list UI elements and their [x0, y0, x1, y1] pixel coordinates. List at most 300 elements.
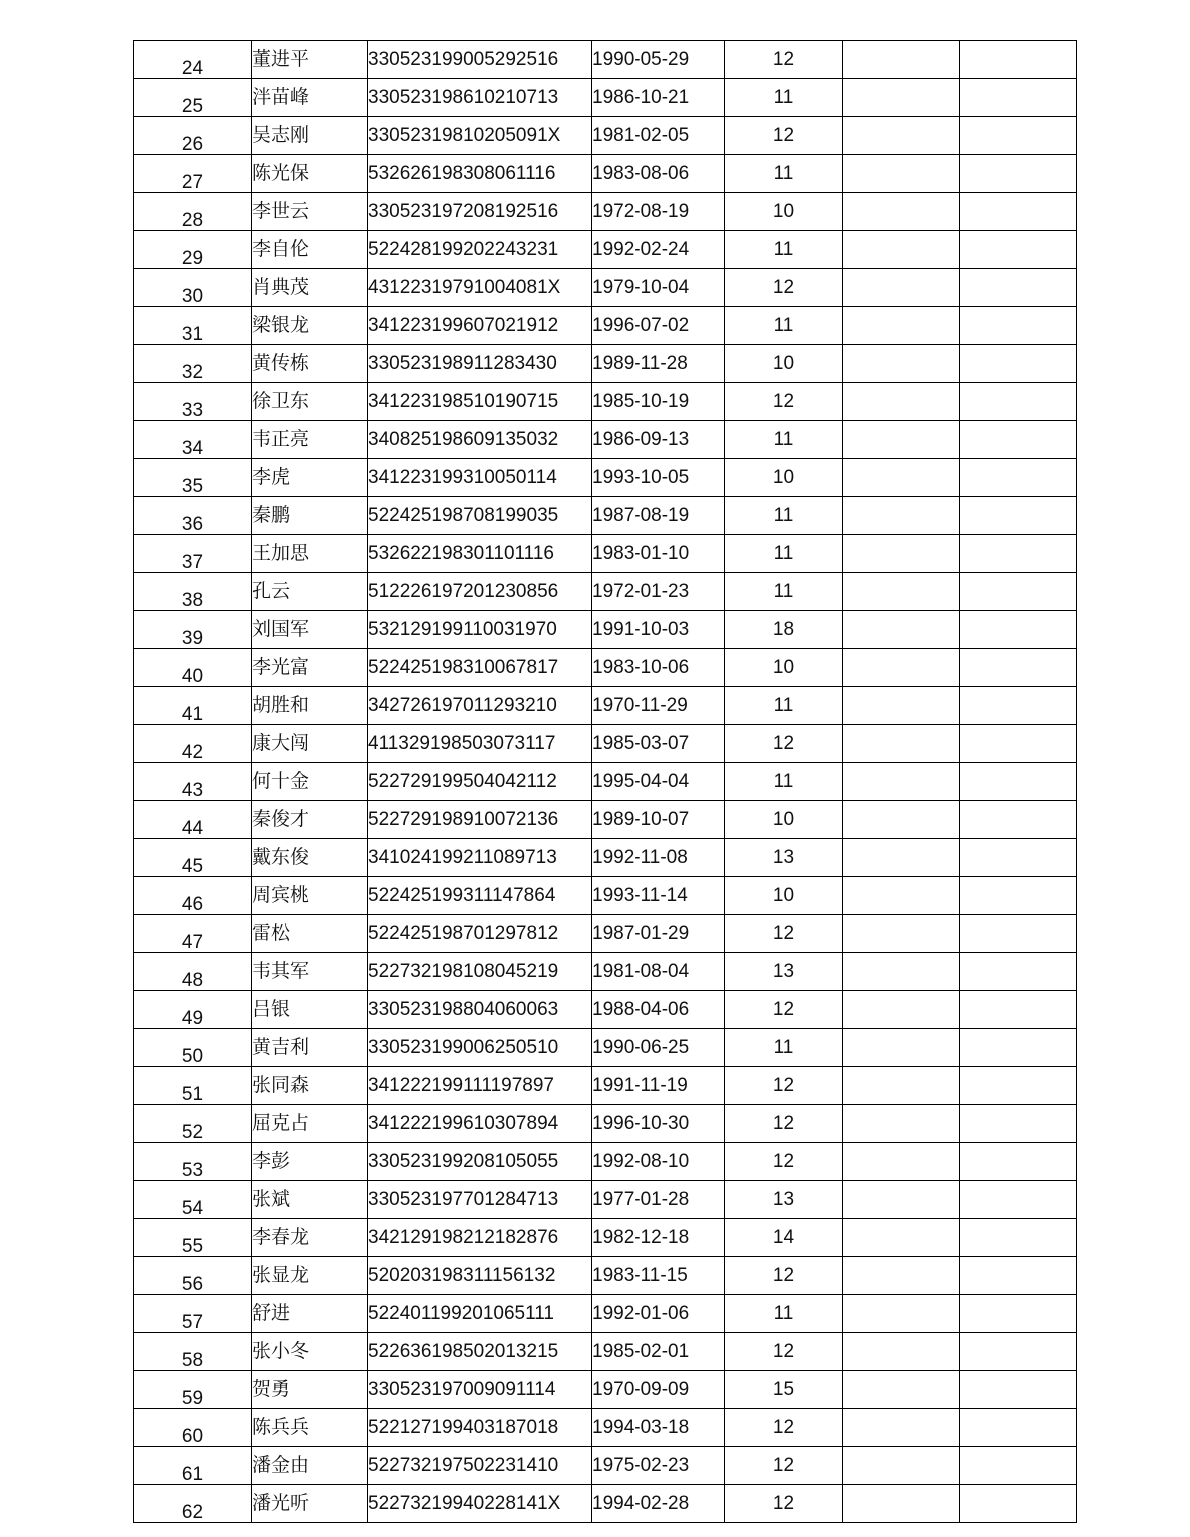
birth-date-cell: 1989-10-07 [592, 801, 725, 839]
table-row [134, 1029, 1077, 1067]
person-name-cell: 李光富 [252, 649, 368, 687]
person-name-cell: 黄传栋 [252, 345, 368, 383]
count-value-cell: 12 [725, 725, 843, 763]
row-number-cell: 25 [134, 79, 252, 117]
birth-date-cell: 1993-11-14 [592, 877, 725, 915]
count-value-cell: 10 [725, 877, 843, 915]
table-row [134, 193, 1077, 231]
row-number-cell: 50 [134, 1029, 252, 1067]
row-number-cell: 54 [134, 1181, 252, 1219]
row-number-cell: 31 [134, 307, 252, 345]
table-row [134, 915, 1077, 953]
table-row [134, 1447, 1077, 1485]
empty-cell [843, 1181, 960, 1219]
id-number-cell: 522732198108045219 [368, 953, 592, 991]
table-row [134, 573, 1077, 611]
person-name-cell: 吕银 [252, 991, 368, 1029]
id-number-cell: 532622198301101116 [368, 535, 592, 573]
person-name-cell: 张同森 [252, 1067, 368, 1105]
person-name-cell: 李彭 [252, 1143, 368, 1181]
empty-cell [843, 1409, 960, 1447]
id-number-cell: 522425199311147864 [368, 877, 592, 915]
table-row [134, 41, 1077, 79]
id-number-cell: 522732197502231410 [368, 1447, 592, 1485]
id-number-cell: 522428199202243231 [368, 231, 592, 269]
birth-date-cell: 1996-07-02 [592, 307, 725, 345]
row-number-cell: 46 [134, 877, 252, 915]
empty-cell [843, 649, 960, 687]
empty-cell [960, 383, 1077, 421]
person-name-cell: 秦鹏 [252, 497, 368, 535]
table-row [134, 1105, 1077, 1143]
empty-cell [960, 1105, 1077, 1143]
table-row [134, 801, 1077, 839]
id-number-cell: 330523197009091114 [368, 1371, 592, 1409]
birth-date-cell: 1970-09-09 [592, 1371, 725, 1409]
empty-cell [843, 1029, 960, 1067]
birth-date-cell: 1986-09-13 [592, 421, 725, 459]
id-number-cell: 520203198311156132 [368, 1257, 592, 1295]
id-number-cell: 341024199211089713 [368, 839, 592, 877]
empty-cell [843, 535, 960, 573]
id-number-cell: 341223198510190715 [368, 383, 592, 421]
row-number-cell: 33 [134, 383, 252, 421]
birth-date-cell: 1983-08-06 [592, 155, 725, 193]
empty-cell [843, 877, 960, 915]
count-value-cell: 11 [725, 307, 843, 345]
table-row [134, 459, 1077, 497]
empty-cell [960, 877, 1077, 915]
row-number-cell: 34 [134, 421, 252, 459]
empty-cell [843, 1105, 960, 1143]
empty-cell [960, 421, 1077, 459]
table-row [134, 1143, 1077, 1181]
count-value-cell: 15 [725, 1371, 843, 1409]
count-value-cell: 11 [725, 421, 843, 459]
empty-cell [843, 573, 960, 611]
birth-date-cell: 1983-11-15 [592, 1257, 725, 1295]
birth-date-cell: 1987-08-19 [592, 497, 725, 535]
table-row [134, 649, 1077, 687]
birth-date-cell: 1979-10-04 [592, 269, 725, 307]
empty-cell [960, 611, 1077, 649]
birth-date-cell: 1992-11-08 [592, 839, 725, 877]
empty-cell [960, 79, 1077, 117]
count-value-cell: 12 [725, 991, 843, 1029]
person-name-cell: 徐卫东 [252, 383, 368, 421]
person-name-cell: 贺勇 [252, 1371, 368, 1409]
empty-cell [960, 1447, 1077, 1485]
row-number-cell: 24 [134, 41, 252, 79]
birth-date-cell: 1991-10-03 [592, 611, 725, 649]
count-value-cell: 11 [725, 155, 843, 193]
empty-cell [843, 421, 960, 459]
birth-date-cell: 1990-05-29 [592, 41, 725, 79]
empty-cell [843, 687, 960, 725]
birth-date-cell: 1983-10-06 [592, 649, 725, 687]
row-number-cell: 52 [134, 1105, 252, 1143]
row-number-cell: 61 [134, 1447, 252, 1485]
row-number-cell: 39 [134, 611, 252, 649]
id-number-cell: 43122319791004081X [368, 269, 592, 307]
empty-cell [960, 1409, 1077, 1447]
row-number-cell: 56 [134, 1257, 252, 1295]
empty-cell [960, 649, 1077, 687]
row-number-cell: 27 [134, 155, 252, 193]
empty-cell [960, 1219, 1077, 1257]
person-name-cell: 王加思 [252, 535, 368, 573]
id-number-cell: 341223199607021912 [368, 307, 592, 345]
empty-cell [960, 915, 1077, 953]
table-row [134, 877, 1077, 915]
table-row [134, 1371, 1077, 1409]
count-value-cell: 11 [725, 79, 843, 117]
row-number-cell: 29 [134, 231, 252, 269]
person-name-cell: 刘国军 [252, 611, 368, 649]
empty-cell [843, 345, 960, 383]
count-value-cell: 12 [725, 1333, 843, 1371]
person-name-cell: 韦其军 [252, 953, 368, 991]
row-number-cell: 59 [134, 1371, 252, 1409]
person-name-cell: 张斌 [252, 1181, 368, 1219]
empty-cell [960, 231, 1077, 269]
empty-cell [843, 839, 960, 877]
birth-date-cell: 1981-08-04 [592, 953, 725, 991]
id-number-cell: 522729199504042112 [368, 763, 592, 801]
table-row [134, 307, 1077, 345]
row-number-cell: 26 [134, 117, 252, 155]
empty-cell [960, 535, 1077, 573]
row-number-cell: 30 [134, 269, 252, 307]
birth-date-cell: 1994-03-18 [592, 1409, 725, 1447]
id-number-cell: 52273219940228141X [368, 1485, 592, 1523]
person-name-cell: 李春龙 [252, 1219, 368, 1257]
table-row [134, 991, 1077, 1029]
empty-cell [960, 1067, 1077, 1105]
empty-cell [843, 231, 960, 269]
empty-cell [960, 497, 1077, 535]
empty-cell [843, 915, 960, 953]
table-row [134, 345, 1077, 383]
empty-cell [960, 763, 1077, 801]
person-name-cell: 雷松 [252, 915, 368, 953]
empty-cell [843, 459, 960, 497]
person-name-cell: 张显龙 [252, 1257, 368, 1295]
table-row [134, 117, 1077, 155]
count-value-cell: 12 [725, 383, 843, 421]
row-number-cell: 44 [134, 801, 252, 839]
row-number-cell: 58 [134, 1333, 252, 1371]
row-number-cell: 55 [134, 1219, 252, 1257]
id-number-cell: 330523199005292516 [368, 41, 592, 79]
person-name-cell: 何十金 [252, 763, 368, 801]
table-row [134, 1485, 1077, 1523]
row-number-cell: 40 [134, 649, 252, 687]
empty-cell [960, 687, 1077, 725]
count-value-cell: 12 [725, 1067, 843, 1105]
birth-date-cell: 1990-06-25 [592, 1029, 725, 1067]
empty-cell [843, 1295, 960, 1333]
table-row [134, 839, 1077, 877]
row-number-cell: 57 [134, 1295, 252, 1333]
table-row [134, 79, 1077, 117]
birth-date-cell: 1982-12-18 [592, 1219, 725, 1257]
person-name-cell: 吴志刚 [252, 117, 368, 155]
id-number-cell: 330523197701284713 [368, 1181, 592, 1219]
row-number-cell: 38 [134, 573, 252, 611]
table-row [134, 763, 1077, 801]
empty-cell [843, 497, 960, 535]
birth-date-cell: 1988-04-06 [592, 991, 725, 1029]
empty-cell [843, 1257, 960, 1295]
table-row [134, 1181, 1077, 1219]
count-value-cell: 11 [725, 231, 843, 269]
birth-date-cell: 1972-08-19 [592, 193, 725, 231]
count-value-cell: 12 [725, 1485, 843, 1523]
row-number-cell: 60 [134, 1409, 252, 1447]
count-value-cell: 11 [725, 535, 843, 573]
empty-cell [960, 155, 1077, 193]
birth-date-cell: 1986-10-21 [592, 79, 725, 117]
birth-date-cell: 1970-11-29 [592, 687, 725, 725]
row-number-cell: 62 [134, 1485, 252, 1523]
empty-cell [960, 1485, 1077, 1523]
row-number-cell: 51 [134, 1067, 252, 1105]
id-number-cell: 411329198503073117 [368, 725, 592, 763]
roster-table [133, 40, 1077, 1523]
person-name-cell: 黄吉利 [252, 1029, 368, 1067]
birth-date-cell: 1985-02-01 [592, 1333, 725, 1371]
person-name-cell: 康大闯 [252, 725, 368, 763]
id-number-cell: 340825198609135032 [368, 421, 592, 459]
birth-date-cell: 1992-01-06 [592, 1295, 725, 1333]
count-value-cell: 10 [725, 801, 843, 839]
table-row [134, 535, 1077, 573]
count-value-cell: 11 [725, 763, 843, 801]
person-name-cell: 张小冬 [252, 1333, 368, 1371]
count-value-cell: 12 [725, 1143, 843, 1181]
id-number-cell: 522636198502013215 [368, 1333, 592, 1371]
count-value-cell: 12 [725, 915, 843, 953]
count-value-cell: 11 [725, 573, 843, 611]
table-row [134, 687, 1077, 725]
row-number-cell: 45 [134, 839, 252, 877]
id-number-cell: 341222199111197897 [368, 1067, 592, 1105]
id-number-cell: 330523197208192516 [368, 193, 592, 231]
id-number-cell: 330523199208105055 [368, 1143, 592, 1181]
empty-cell [843, 801, 960, 839]
person-name-cell: 孔云 [252, 573, 368, 611]
empty-cell [843, 193, 960, 231]
row-number-cell: 49 [134, 991, 252, 1029]
empty-cell [843, 725, 960, 763]
empty-cell [843, 307, 960, 345]
empty-cell [843, 1485, 960, 1523]
birth-date-cell: 1989-11-28 [592, 345, 725, 383]
count-value-cell: 13 [725, 953, 843, 991]
id-number-cell: 532129199110031970 [368, 611, 592, 649]
id-number-cell: 522425198310067817 [368, 649, 592, 687]
id-number-cell: 341222199610307894 [368, 1105, 592, 1143]
person-name-cell: 陈兵兵 [252, 1409, 368, 1447]
row-number-cell: 48 [134, 953, 252, 991]
person-name-cell: 戴东俊 [252, 839, 368, 877]
empty-cell [843, 763, 960, 801]
empty-cell [960, 1333, 1077, 1371]
person-name-cell: 周宾桃 [252, 877, 368, 915]
birth-date-cell: 1992-02-24 [592, 231, 725, 269]
count-value-cell: 11 [725, 1295, 843, 1333]
empty-cell [960, 953, 1077, 991]
empty-cell [960, 41, 1077, 79]
person-name-cell: 胡胜和 [252, 687, 368, 725]
id-number-cell: 342129198212182876 [368, 1219, 592, 1257]
person-name-cell: 泮苗峰 [252, 79, 368, 117]
person-name-cell: 陈光保 [252, 155, 368, 193]
id-number-cell: 522127199403187018 [368, 1409, 592, 1447]
table-row [134, 1219, 1077, 1257]
empty-cell [843, 1067, 960, 1105]
table-row [134, 953, 1077, 991]
birth-date-cell: 1985-03-07 [592, 725, 725, 763]
count-value-cell: 18 [725, 611, 843, 649]
empty-cell [843, 1219, 960, 1257]
row-number-cell: 37 [134, 535, 252, 573]
empty-cell [960, 1257, 1077, 1295]
id-number-cell: 33052319810205091X [368, 117, 592, 155]
empty-cell [843, 269, 960, 307]
empty-cell [960, 839, 1077, 877]
table-row [134, 1409, 1077, 1447]
person-name-cell: 秦俊才 [252, 801, 368, 839]
empty-cell [843, 1333, 960, 1371]
empty-cell [960, 1029, 1077, 1067]
empty-cell [960, 991, 1077, 1029]
person-name-cell: 潘金由 [252, 1447, 368, 1485]
empty-cell [843, 155, 960, 193]
table-row [134, 155, 1077, 193]
id-number-cell: 330523199006250510 [368, 1029, 592, 1067]
empty-cell [960, 1371, 1077, 1409]
count-value-cell: 12 [725, 117, 843, 155]
table-row [134, 1067, 1077, 1105]
count-value-cell: 11 [725, 497, 843, 535]
count-value-cell: 10 [725, 193, 843, 231]
person-name-cell: 潘光听 [252, 1485, 368, 1523]
id-number-cell: 330523198911283430 [368, 345, 592, 383]
table-row [134, 269, 1077, 307]
table-row [134, 725, 1077, 763]
empty-cell [843, 79, 960, 117]
id-number-cell: 522401199201065111 [368, 1295, 592, 1333]
count-value-cell: 12 [725, 1447, 843, 1485]
count-value-cell: 11 [725, 1029, 843, 1067]
person-name-cell: 梁银龙 [252, 307, 368, 345]
person-name-cell: 董进平 [252, 41, 368, 79]
empty-cell [843, 1447, 960, 1485]
count-value-cell: 13 [725, 1181, 843, 1219]
empty-cell [960, 801, 1077, 839]
birth-date-cell: 1977-01-28 [592, 1181, 725, 1219]
count-value-cell: 14 [725, 1219, 843, 1257]
person-name-cell: 屈克占 [252, 1105, 368, 1143]
empty-cell [960, 193, 1077, 231]
empty-cell [960, 1181, 1077, 1219]
empty-cell [843, 953, 960, 991]
count-value-cell: 12 [725, 41, 843, 79]
person-name-cell: 肖典茂 [252, 269, 368, 307]
count-value-cell: 12 [725, 1409, 843, 1447]
count-value-cell: 12 [725, 269, 843, 307]
table-row [134, 1257, 1077, 1295]
birth-date-cell: 1994-02-28 [592, 1485, 725, 1523]
row-number-cell: 36 [134, 497, 252, 535]
empty-cell [960, 1143, 1077, 1181]
birth-date-cell: 1987-01-29 [592, 915, 725, 953]
birth-date-cell: 1983-01-10 [592, 535, 725, 573]
id-number-cell: 341223199310050114 [368, 459, 592, 497]
id-number-cell: 522425198708199035 [368, 497, 592, 535]
birth-date-cell: 1975-02-23 [592, 1447, 725, 1485]
empty-cell [843, 383, 960, 421]
empty-cell [960, 307, 1077, 345]
empty-cell [843, 1143, 960, 1181]
birth-date-cell: 1972-01-23 [592, 573, 725, 611]
table-row [134, 421, 1077, 459]
row-number-cell: 35 [134, 459, 252, 497]
birth-date-cell: 1985-10-19 [592, 383, 725, 421]
table-row [134, 231, 1077, 269]
empty-cell [960, 117, 1077, 155]
id-number-cell: 342726197011293210 [368, 687, 592, 725]
id-number-cell: 512226197201230856 [368, 573, 592, 611]
row-number-cell: 47 [134, 915, 252, 953]
count-value-cell: 10 [725, 459, 843, 497]
empty-cell [960, 345, 1077, 383]
row-number-cell: 41 [134, 687, 252, 725]
count-value-cell: 12 [725, 1257, 843, 1295]
birth-date-cell: 1993-10-05 [592, 459, 725, 497]
table-row [134, 1295, 1077, 1333]
table-row [134, 1333, 1077, 1371]
empty-cell [960, 725, 1077, 763]
row-number-cell: 43 [134, 763, 252, 801]
row-number-cell: 32 [134, 345, 252, 383]
empty-cell [960, 269, 1077, 307]
empty-cell [960, 1295, 1077, 1333]
table-row [134, 497, 1077, 535]
birth-date-cell: 1995-04-04 [592, 763, 725, 801]
count-value-cell: 10 [725, 345, 843, 383]
birth-date-cell: 1991-11-19 [592, 1067, 725, 1105]
id-number-cell: 522425198701297812 [368, 915, 592, 953]
roster-body [134, 41, 1077, 1523]
birth-date-cell: 1996-10-30 [592, 1105, 725, 1143]
person-name-cell: 李世云 [252, 193, 368, 231]
row-number-cell: 42 [134, 725, 252, 763]
empty-cell [843, 991, 960, 1029]
table-row [134, 383, 1077, 421]
id-number-cell: 330523198804060063 [368, 991, 592, 1029]
id-number-cell: 532626198308061116 [368, 155, 592, 193]
count-value-cell: 12 [725, 1105, 843, 1143]
person-name-cell: 舒进 [252, 1295, 368, 1333]
row-number-cell: 28 [134, 193, 252, 231]
person-name-cell: 韦正亮 [252, 421, 368, 459]
person-name-cell: 李自伦 [252, 231, 368, 269]
empty-cell [843, 117, 960, 155]
empty-cell [960, 573, 1077, 611]
